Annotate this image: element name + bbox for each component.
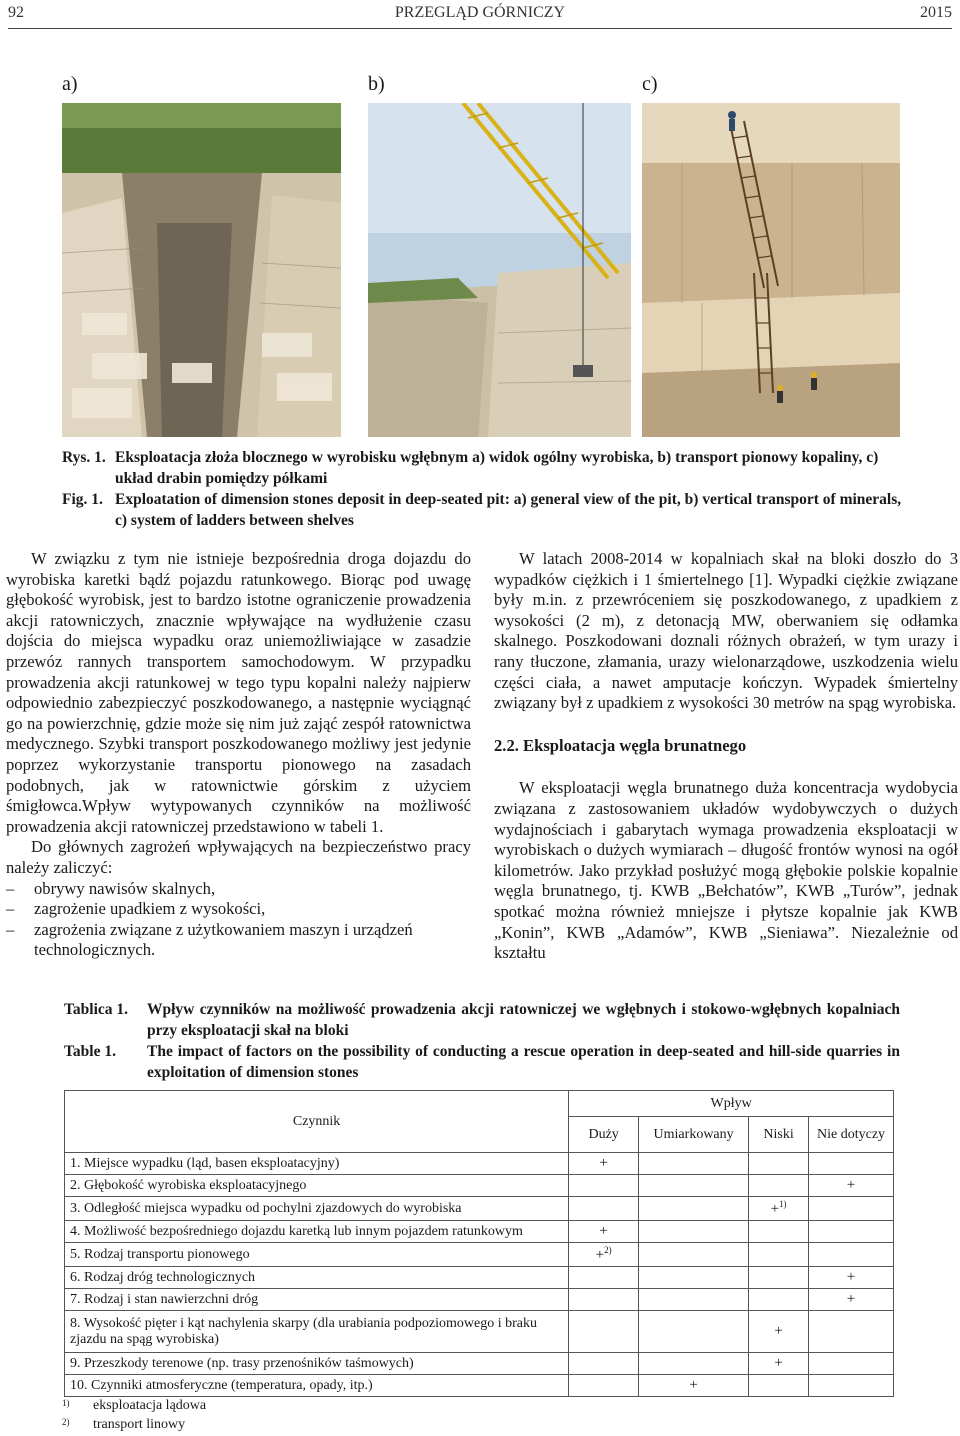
table-header-not-applicable: Nie dotyczy <box>809 1117 894 1153</box>
impact-mark: + <box>599 1223 608 1239</box>
table-row <box>65 1197 894 1221</box>
table-row <box>65 1353 894 1375</box>
impact-cell <box>639 1353 749 1375</box>
footnote-mark: 1) <box>62 1398 70 1408</box>
factor-cell: 2. Głębokość wyrobiska eksploatacyjnego <box>65 1175 569 1197</box>
table-caption-pl-text: Wpływ czynników na możliwość prowadzenia akcji ratowniczej we wgłębnych i stokowo-wgłębnych kopalniach przy eksploatacji skał na bloki <box>147 1001 900 1039</box>
right-column <box>494 549 958 964</box>
page-number: 92 <box>8 4 24 21</box>
impact-note: 1) <box>779 1199 787 1209</box>
figure-caption-en-text: Exploatation of dimension stones deposit in deep-seated pit: a) general view of the pit, b) vertical transport of minerals, c) system of ladders between shelves <box>115 491 902 529</box>
table-row <box>65 1175 894 1197</box>
impact-cell <box>749 1243 809 1267</box>
impact-cell <box>749 1153 809 1175</box>
impact-cell <box>569 1153 639 1175</box>
factor-cell: 4. Możliwość bezpośredniego dojazdu karetką lub innym pojazdem ratunkowym <box>65 1221 569 1243</box>
impact-mark: + <box>770 1201 780 1217</box>
year: 2015 <box>920 4 952 21</box>
bullet-dash: – <box>6 919 15 939</box>
table-caption-en-label: Table 1. <box>64 1043 116 1060</box>
impact-cell <box>749 1375 809 1397</box>
bullet-text: zagrożenia związane z użytkowaniem maszyn i urządzeń technologicznych. <box>34 919 413 960</box>
impact-cell <box>749 1353 809 1375</box>
table-caption-en-text: The impact of factors on the possibility of conducting a rescue operation in deep-seated and hill-side quarries in exploitation of dimension stones <box>147 1043 900 1081</box>
impact-cell <box>749 1197 809 1221</box>
table-caption-pl <box>64 999 900 1041</box>
impact-cell <box>569 1267 639 1289</box>
impact-cell <box>639 1375 749 1397</box>
table-row <box>65 1289 894 1311</box>
table-row <box>65 1267 894 1289</box>
impact-cell <box>569 1175 639 1197</box>
list-item <box>6 899 471 920</box>
factor-cell: 6. Rodzaj dróg technologicznych <box>65 1267 569 1289</box>
quarry-pit-overview-photo <box>62 103 341 437</box>
impact-cell <box>569 1311 639 1353</box>
panel-label-a: a) <box>62 73 78 95</box>
impact-table <box>64 1090 894 1397</box>
table-header-impact: Wpływ <box>569 1091 894 1117</box>
figure-caption-pl <box>62 447 907 489</box>
table-row <box>65 1375 894 1397</box>
impact-cell <box>809 1153 894 1175</box>
factor-cell: 10. Czynniki atmosferyczne (temperatura, opady, itp.) <box>65 1375 569 1397</box>
impact-cell <box>809 1353 894 1375</box>
factor-cell: 9. Przeszkody terenowe (np. trasy przenośników taśmowych) <box>65 1353 569 1375</box>
footnote-text: eksploatacja lądowa <box>93 1398 207 1413</box>
table-row <box>65 1153 894 1175</box>
list-item <box>6 920 471 961</box>
impact-cell <box>749 1289 809 1311</box>
table-row <box>65 1243 894 1267</box>
impact-cell <box>639 1197 749 1221</box>
list-item <box>6 879 471 900</box>
impact-cell <box>809 1311 894 1353</box>
impact-mark: + <box>599 1155 608 1171</box>
impact-cell <box>749 1221 809 1243</box>
impact-cell <box>569 1353 639 1375</box>
figure-caption-en <box>62 489 907 531</box>
impact-mark: + <box>774 1323 783 1339</box>
left-paragraph-2: Do głównych zagrożeń wpływających na bezpieczeństwo pracy należy zaliczyć: <box>6 837 471 877</box>
factor-cell: 1. Miejsce wypadku (ląd, basen eksploatacyjny) <box>65 1153 569 1175</box>
journal-title: PRZEGLĄD GÓRNICZY <box>394 4 566 21</box>
factor-cell: 5. Rodzaj transportu pionowego <box>65 1243 569 1267</box>
bullet-dash: – <box>6 878 15 898</box>
factor-cell: 8. Wysokość pięter i kąt nachylenia skarpy (dla urabiania podpoziomowego i braku zjazdu na spąg wyrobiska) <box>65 1311 569 1353</box>
impact-cell <box>569 1375 639 1397</box>
section-heading: 2.2. Eksploatacja węgla brunatnego <box>494 735 747 755</box>
impact-cell <box>639 1243 749 1267</box>
quarry-ladders-between-shelves-photo <box>642 103 900 437</box>
table-header-low: Niski <box>749 1117 809 1153</box>
impact-cell <box>569 1197 639 1221</box>
left-column <box>6 549 471 961</box>
impact-cell <box>749 1311 809 1353</box>
impact-cell <box>639 1289 749 1311</box>
impact-cell <box>569 1243 639 1267</box>
impact-mark: + <box>846 1291 856 1307</box>
footnote <box>62 1417 185 1433</box>
footnote-mark: 2) <box>62 1417 70 1427</box>
table-row <box>65 1311 894 1353</box>
table-row <box>65 1221 894 1243</box>
bullet-text: zagrożenie upadkiem z wysokości, <box>34 899 266 919</box>
figure-caption-pl-text: Eksploatacja złoża blocznego w wyrobisku wgłębnym a) widok ogólny wyrobiska, b) transport pionowy kopaliny, c) układ drabin pomiędzy półkami <box>115 449 879 487</box>
impact-note: 2) <box>604 1245 612 1255</box>
impact-cell <box>569 1289 639 1311</box>
panel-label-c: c) <box>642 73 658 95</box>
table-caption-en <box>64 1041 900 1083</box>
impact-cell <box>639 1221 749 1243</box>
impact-cell <box>639 1175 749 1197</box>
impact-mark: + <box>774 1355 783 1371</box>
right-paragraph-1: W latach 2008-2014 w kopalniach skał na bloki doszło do 3 wypadków ciężkich i 1 śmiertelnego [1]. Wypadki ciężkie związane były m.in. z przewróceniem się poszkodowanego, z upadkiem z wysokości (2 m), z detonacją MW, oberwaniem się odłamka skalnego. Poszkodowani doznali różnych obrażeń, w tym urazy i rany tłuczone, złamania, urazy wielonarządowe, uszkodzenia wielu części ciała, a nawet amputacje kończyn. Wypadek śmiertelny związany był z upadkiem z wysokości 30 metrów na spąg wyrobiska. <box>494 549 958 713</box>
table-header-factor: Czynnik <box>65 1091 569 1153</box>
impact-cell <box>809 1243 894 1267</box>
figure-caption-en-label: Fig. 1. <box>62 491 103 508</box>
table-header-moderate: Umiarkowany <box>639 1117 749 1153</box>
impact-cell <box>809 1221 894 1243</box>
impact-cell <box>809 1197 894 1221</box>
quarry-crane-transport-photo <box>368 103 631 437</box>
footnote <box>62 1398 206 1414</box>
impact-cell <box>749 1267 809 1289</box>
impact-mark: + <box>846 1269 856 1285</box>
bullet-text: obrywy nawisów skalnych, <box>34 878 216 898</box>
impact-mark: + <box>689 1377 698 1393</box>
impact-mark: + <box>595 1247 605 1263</box>
impact-cell <box>749 1175 809 1197</box>
impact-cell <box>569 1221 639 1243</box>
table-caption-pl-label: Tablica 1. <box>64 1001 129 1018</box>
left-paragraph-1: W związku z tym nie istnieje bezpośrednia droga dojazdu do wyrobiska karetki bądź pojazdu ratunkowego. Biorąc pod uwagę głębokość wyrobisk, jest to bardzo istotne ograniczenie prowadzenia akcji ratowniczych, znacznie wpływające na wydłużenie czasu dojścia do miejsca wypadku oraz uniemożliwiające w zasadzie przewóz rannych transportem samochodowym. W przypadku prowadzenia akcji ratunkowej w tego typu kopalni należy najpierw odpowiednio zabezpieczyć poszkodowanego, a następnie wyciągnąć go na powierzchnię, gdzie może się nim już zająć zespół ratownictwa medycznego. Szybki transport poszkodowanego możliwy jest jedynie poprzez wykorzystanie transportu pionowego na zasadach podobnych, jak w ratownictwie górskim z użyciem śmigłowca.Wpływ wytypowanych czynników na możliwość prowadzenia akcji ratowniczej przedstawiono w tabeli 1. <box>6 549 471 836</box>
figure-caption-pl-label: Rys. 1. <box>62 449 106 466</box>
impact-cell <box>639 1311 749 1353</box>
right-paragraph-2: W eksploatacji węgla brunatnego duża koncentracja wydobycia związana z zastosowaniem układów wydobywczych o dużych wydajnościach i gabarytach wymaga prowadzenia eksploatacji w wyrobiskach o dużych wymiarach – długość frontów wynosi na ogół kilometrów. Jako przykład posłużyć mogą głębokie polskie kopalnie węgla brunatnego, tj. KWB „Bełchatów”, KWB „Turów”, jednak spotkać można również mniejsze i płytsze kopalnie jak KWB „Konin”, KWB „Adamów”, KWB „Sieniawa”. Niezależnie od kształtu <box>494 778 958 963</box>
impact-mark: + <box>846 1177 856 1193</box>
impact-cell <box>639 1153 749 1175</box>
impact-cell <box>809 1375 894 1397</box>
impact-cell <box>809 1267 894 1289</box>
bullet-dash: – <box>6 899 15 919</box>
header-rule <box>8 28 952 29</box>
impact-cell <box>809 1289 894 1311</box>
panel-label-b: b) <box>368 73 385 95</box>
impact-cell <box>809 1175 894 1197</box>
impact-cell <box>639 1267 749 1289</box>
footnote-text: transport linowy <box>93 1417 186 1432</box>
factor-cell: 7. Rodzaj i stan nawierzchni dróg <box>65 1289 569 1311</box>
table-header-large: Duży <box>569 1117 639 1153</box>
factor-cell: 3. Odległość miejsca wypadku od pochylni zjazdowych do wyrobiska <box>65 1197 569 1221</box>
